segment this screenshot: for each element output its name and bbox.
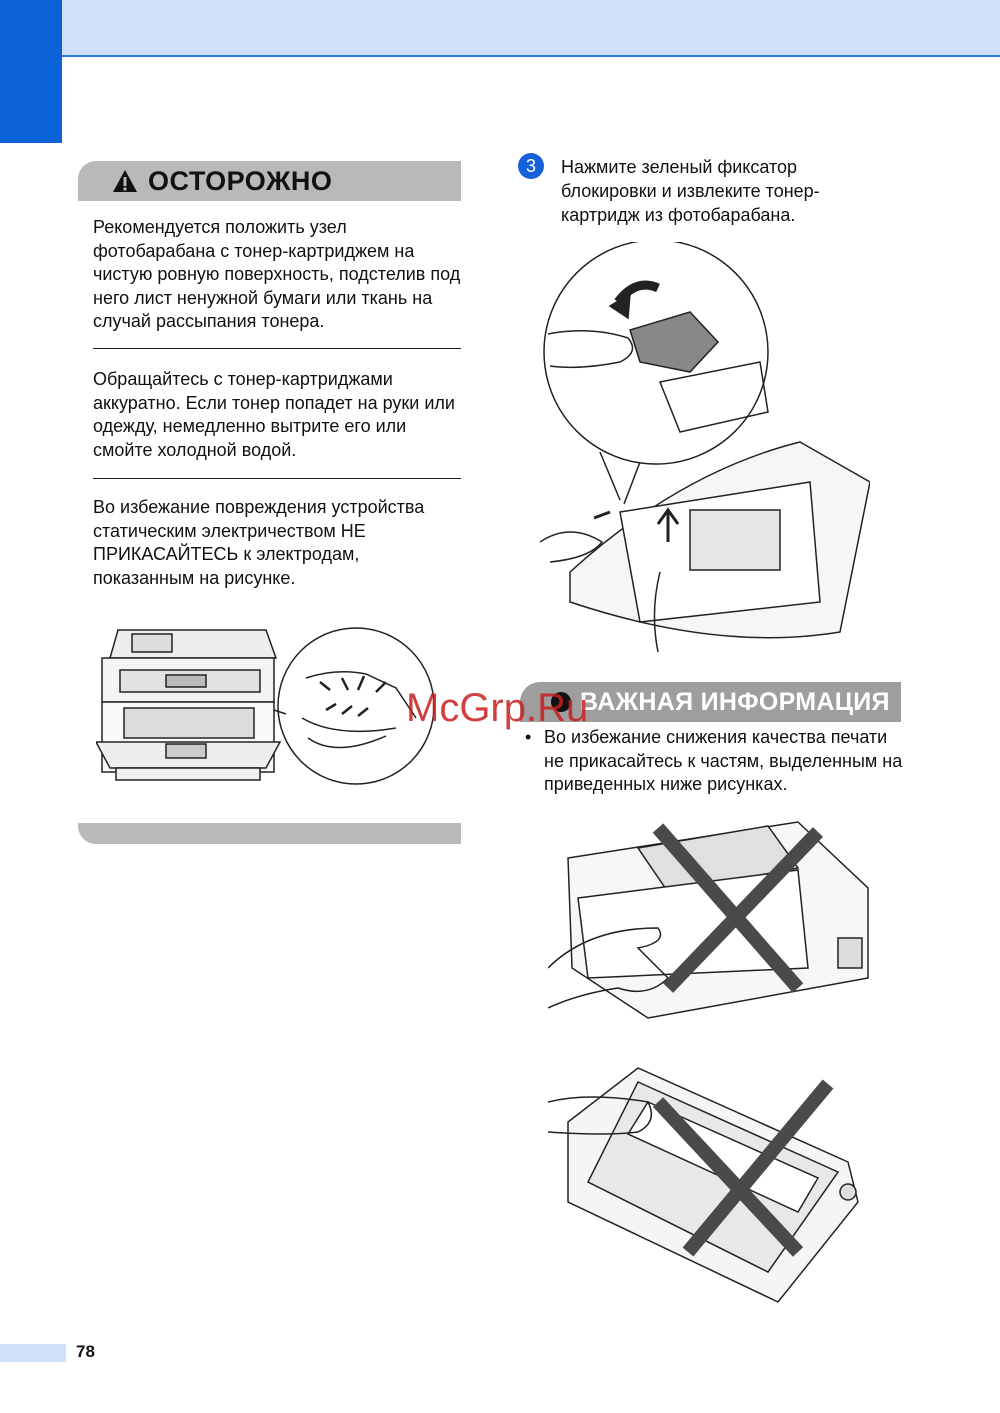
remove-toner-illustration [540, 242, 870, 662]
important-title: ВАЖНАЯ ИНФОРМАЦИЯ [580, 687, 890, 716]
caution-footer [78, 823, 461, 844]
do-not-touch-toner-illustration [548, 1062, 878, 1308]
page-number: 78 [76, 1342, 95, 1361]
caution-paragraph-2: Обращайтесь с тонер-картриджами аккуратно. Если тонер попадет на руки или одежду, немедленно вытрите его или смойте холодной водой. [93, 369, 455, 460]
important-bullet: Во избежание снижения качества печати не прикасайтесь к частям, выделенным на приведенных ниже рисунках. [544, 727, 903, 794]
do-not-touch-drum-illustration [548, 818, 878, 1028]
divider [93, 478, 461, 479]
printer-electrodes-illustration [96, 618, 446, 790]
bullet-marker: • [525, 727, 532, 747]
caution-header [78, 161, 461, 201]
step-number-badge: 3 [518, 153, 544, 179]
page-tab [0, 1344, 66, 1362]
caution-title: ОСТОРОЖНО [148, 165, 333, 196]
chapter-tab [0, 0, 62, 143]
header-rule [62, 55, 1000, 57]
caution-paragraph-1: Рекомендуется положить узел фотобарабана с тонер-картриджем на чистую ровную поверхность, подстелив под него лист ненужной бумаги или ткань на случай рассыпания тонера. [93, 217, 461, 331]
header-band [0, 0, 1000, 56]
watermark: McGrp.Ru [406, 686, 589, 730]
divider [93, 348, 461, 349]
caution-paragraph-3: Во избежание повреждения устройства статическим электричеством НЕ ПРИКАСАЙТЕСЬ к электродам, показанным на рисунке. [93, 497, 425, 588]
step-instruction: Нажмите зеленый фиксатор блокировки и извлеките тонер-картридж из фотобарабана. [561, 157, 820, 225]
warning-icon [112, 168, 138, 194]
